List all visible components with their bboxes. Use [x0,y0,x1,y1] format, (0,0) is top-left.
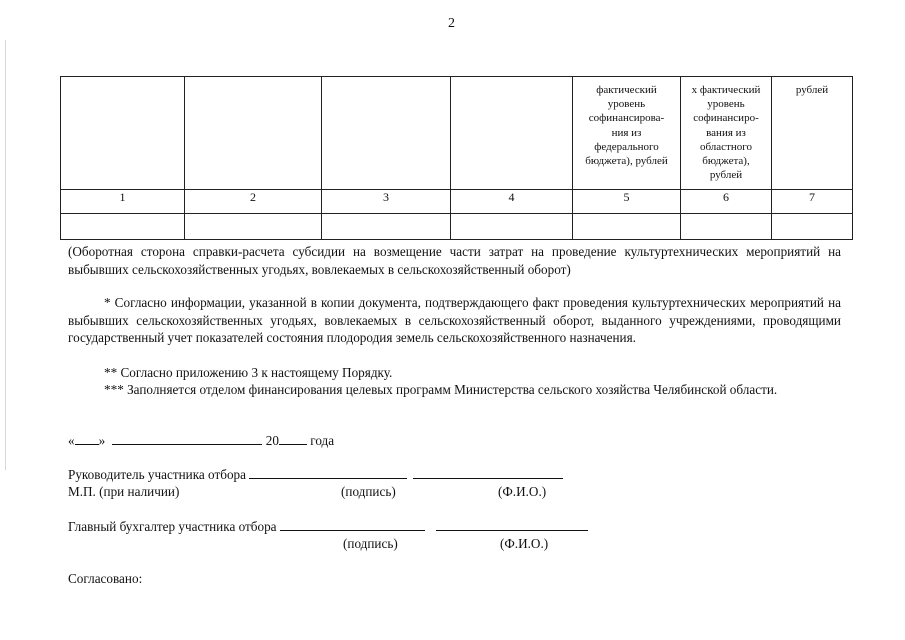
table-cell [573,214,681,240]
footnote-two-star: ** Согласно приложению 3 к настоящему Порядку. [104,365,393,380]
stamp-label: М.П. (при наличии) [68,484,180,499]
table-blank-row [61,214,853,240]
table-cell [322,214,451,240]
day-blank[interactable] [75,432,99,445]
year-suffix: года [310,433,335,448]
accountant-name-blank[interactable] [436,518,588,531]
column-number: 2 [185,190,322,214]
approved-label: Согласовано: [68,571,143,586]
table-cell [61,214,185,240]
head-signature-blank[interactable] [249,466,407,479]
head-signature-line [68,466,563,484]
header-cell-4 [451,77,573,190]
header-cell-5: фактический уровень софинансирова- ния из федерального бюджета), рублей [573,77,681,190]
month-blank[interactable] [112,432,262,445]
column-number: 6 [681,190,772,214]
year-prefix: 20 [265,433,279,448]
column-number: 1 [61,190,185,214]
accountant-label: Главный бухгалтер участника отбора [68,519,277,534]
date-line [68,432,334,450]
column-number: 5 [573,190,681,214]
date-close-quote: » [98,433,106,448]
header-cell-2 [185,77,322,190]
column-number: 7 [772,190,853,214]
accountant-signature-blank[interactable] [280,518,425,531]
subsidy-table [60,76,853,240]
column-number-row [61,190,853,214]
header-cell-3 [322,77,451,190]
accountant-signature-line [68,518,588,536]
table-cell [772,214,853,240]
date-open-quote: « [68,433,75,448]
table-header-row [61,77,853,190]
column-number: 3 [322,190,451,214]
accountant-name-caption: (Ф.И.О.) [500,536,549,551]
accountant-signature-caption: (подпись) [343,536,398,551]
head-name-blank[interactable] [413,466,563,479]
table-cell [681,214,772,240]
table-cell [185,214,322,240]
header-cell-7: рублей [772,77,853,190]
head-signature-caption: (подпись) [341,484,396,499]
column-number: 4 [451,190,573,214]
reverse-side-note: (Оборотная сторона справки-расчета субсидии на возмещение части затрат на проведение культуртехнических мероприятий на выбывших сельскохозяйственных угодьях, вовлекаемых в сельскохозяйственный оборот) [68,244,841,277]
header-cell-1 [61,77,185,190]
header-cell-6: х фактический уровень софинансиро- вания из областного бюджета), рублей [681,77,772,190]
page-number: 2 [448,16,455,31]
footnote-one-star: * Согласно информации, указанной в копии документа, подтверждающего факт проведения культуртехнических мероприятий на выбывших сельскохозяйственных угодьях, вовлекаемых в сельскохозяйственный оборот, выданного учреждениями, проводящими государственный учет показателей состояния плодородия земель сельскохозяйственного назначения. [68,295,841,345]
table-cell [451,214,573,240]
head-name-caption: (Ф.И.О.) [498,484,547,499]
footnote-three-star: *** Заполняется отделом финансирования целевых программ Министерства сельского хозяйства Челябинской области. [104,382,778,397]
scan-edge-line [5,40,6,470]
year-blank[interactable] [279,432,307,445]
head-label: Руководитель участника отбора [68,467,246,482]
